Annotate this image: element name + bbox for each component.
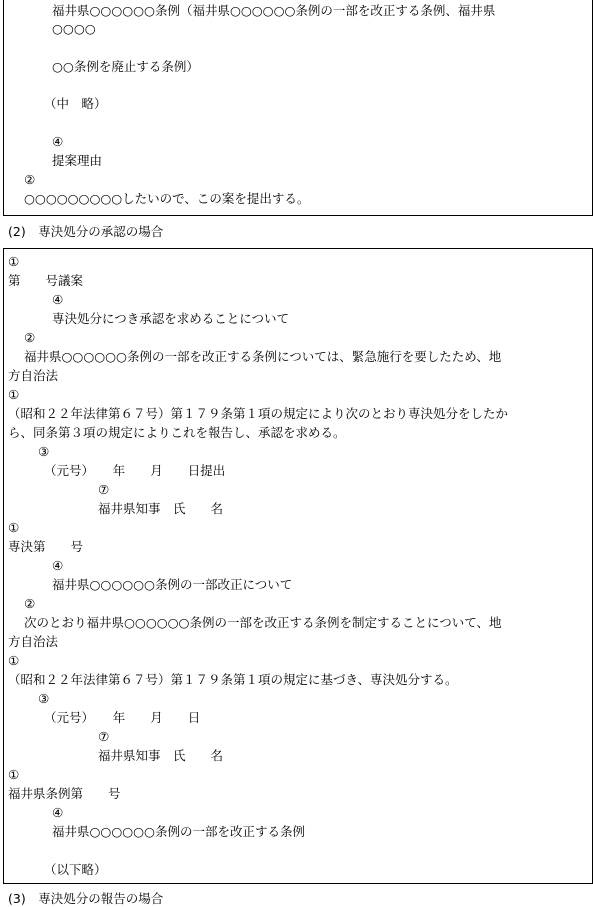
ordinance-number: 福井県条例第 号: [8, 786, 121, 801]
marker-3: ③: [38, 444, 50, 459]
disposition-number: 専決第 号: [8, 539, 84, 554]
bill-title-line-2: ○○○○: [52, 21, 96, 36]
approval-body-line-3: （昭和２２年法律第６７号）第１７９条第１項の規定により次のとおり専決処分をしたか: [8, 406, 509, 421]
disposition-date: （元号） 年 月 日: [44, 710, 201, 725]
approval-body-line-2: 方自治法: [8, 368, 59, 383]
marker-7: ⑦: [98, 482, 110, 497]
disposition-title: 福井県○○○○○○条例の一部改正について: [52, 577, 293, 592]
governor-signature: 福井県知事 氏 名: [98, 748, 224, 763]
bill-number: 第 号議案: [8, 273, 84, 288]
indent-marker-4: ④: [52, 134, 64, 149]
approval-body-line-1: 福井県○○○○○○条例の一部を改正する条例については、緊急施行を要したため、地: [24, 349, 502, 364]
marker-7: ⑦: [98, 729, 110, 744]
approval-body-line-4: ら、同条第３項の規定によりこれを報告し、承認を求める。: [8, 425, 346, 440]
marker-4: ④: [52, 805, 64, 820]
omission-note: （中 略）: [44, 96, 107, 111]
disposition-body-line-1: 次のとおり福井県○○○○○○条例の一部を改正する条例を制定することについて、地: [24, 615, 502, 630]
indent-marker-2: ②: [24, 172, 36, 187]
disposition-body-line-3: （昭和２２年法律第６７号）第１７９条第１項の規定に基づき、専決処分する。: [8, 672, 458, 687]
marker-1: ①: [8, 254, 20, 269]
bill-title-line-3: ○○条例を廃止する条例）: [52, 59, 199, 74]
marker-2: ②: [24, 596, 36, 611]
marker-4: ④: [52, 292, 64, 307]
disposition-body-line-2: 方自治法: [8, 634, 59, 649]
marker-4: ④: [52, 558, 64, 573]
section-2-heading: (2) 専決処分の承認の場合: [8, 224, 164, 239]
marker-1: ①: [8, 653, 20, 668]
proposal-reason-text: ○○○○○○○○○したいので、この案を提出する。: [24, 191, 310, 206]
marker-3: ③: [38, 691, 50, 706]
section-3-heading: (3) 専決処分の報告の場合: [8, 891, 164, 906]
proposal-reason-label: 提案理由: [52, 153, 103, 168]
marker-1: ①: [8, 387, 20, 402]
omission-note: （以下略）: [44, 862, 107, 877]
bill-title-line-1: 福井県○○○○○○条例（福井県○○○○○○条例の一部を改正する条例、福井県: [52, 3, 496, 18]
approval-title: 専決処分につき承認を求めることについて: [52, 311, 290, 326]
governor-signature: 福井県知事 氏 名: [98, 501, 224, 516]
ordinance-title: 福井県○○○○○○条例の一部を改正する条例: [52, 824, 305, 839]
marker-1: ①: [8, 767, 20, 782]
submission-date: （元号） 年 月 日提出: [44, 463, 226, 478]
marker-2: ②: [24, 330, 36, 345]
marker-1: ①: [8, 520, 20, 535]
